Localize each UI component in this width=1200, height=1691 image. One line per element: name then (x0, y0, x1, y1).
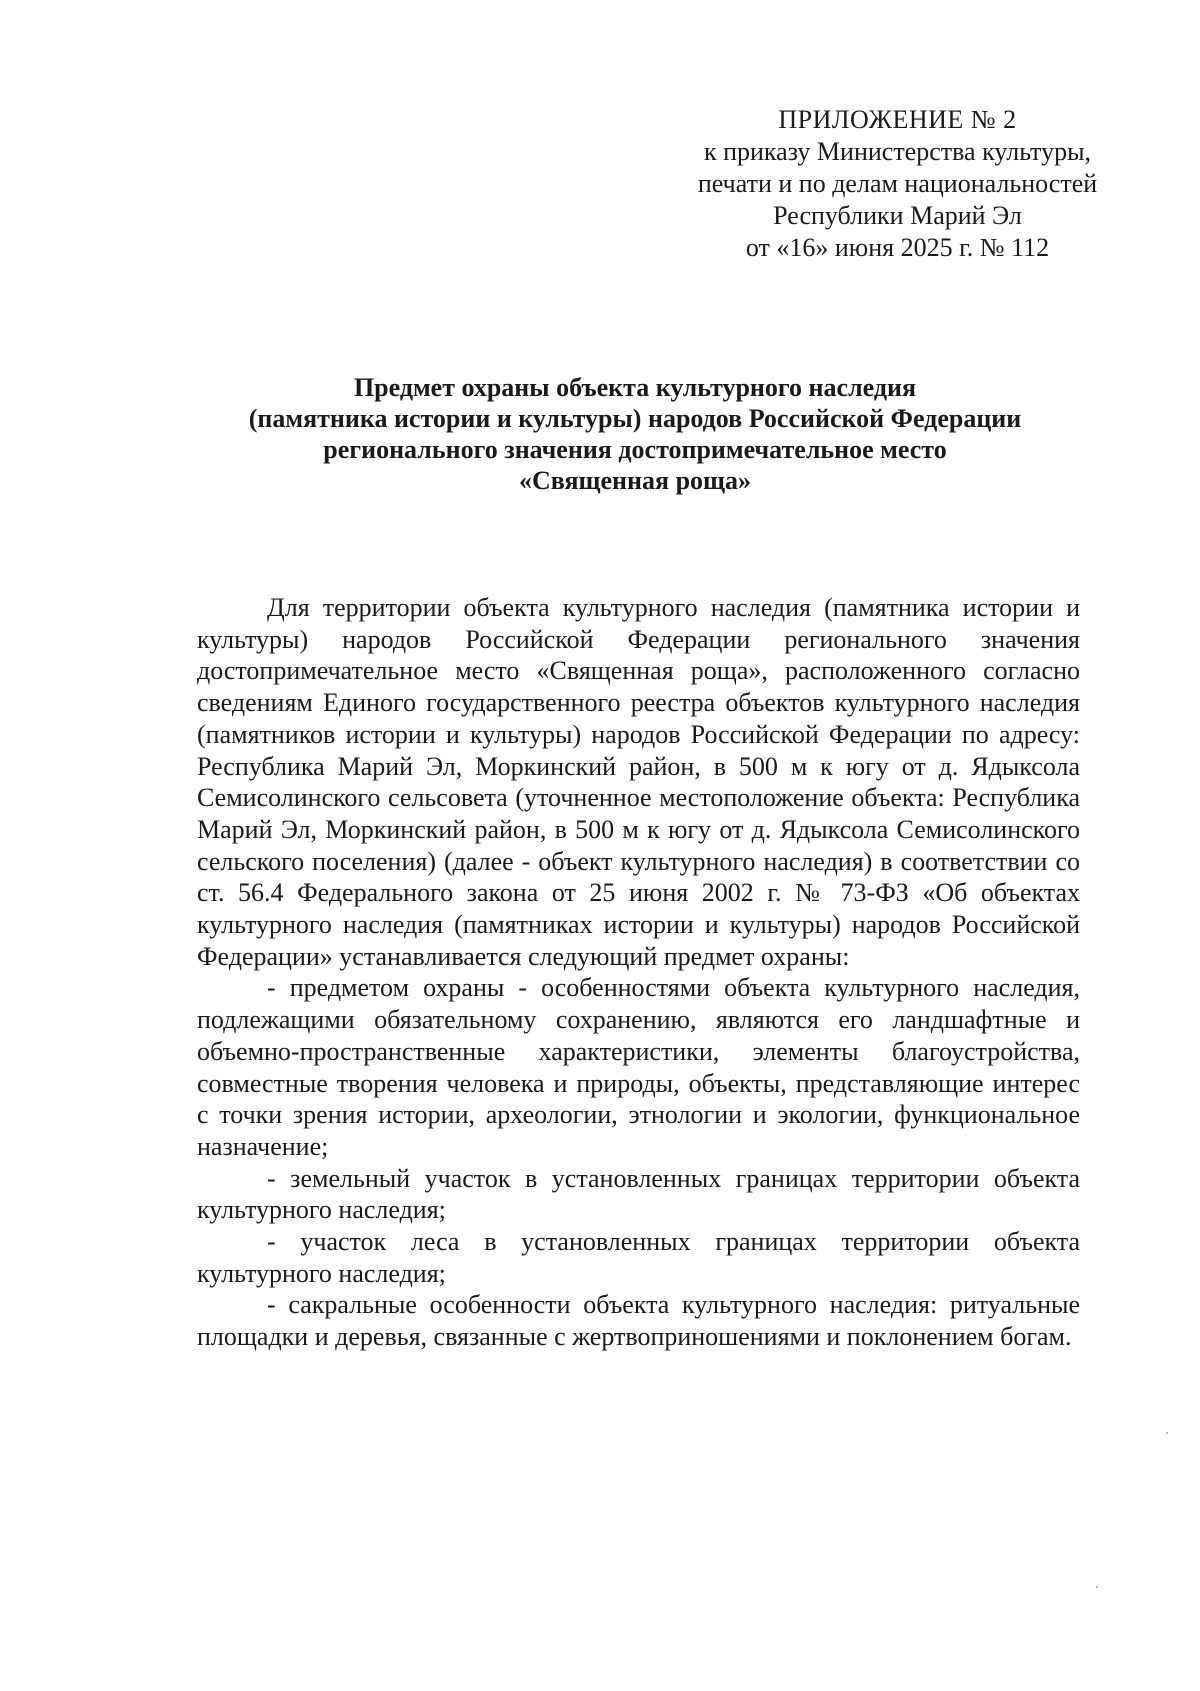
title-line: (памятника истории и культуры) народов Российской Федерации (248, 404, 1022, 433)
document-title (190, 372, 1080, 496)
annex-line: печати и по делам национальностей (697, 169, 1098, 198)
annex-date-line: от «16» июня 2025 г. № 112 (745, 233, 1050, 262)
title-line: Предмет охраны объекта культурного наследия (353, 373, 917, 402)
list-item: - земельный участок в установленных границах территории объекта культурного наследия; (197, 1163, 1080, 1225)
annex-title: ПРИЛОЖЕНИЕ № 2 (778, 105, 1017, 134)
list-item: - участок леса в установленных границах территории объекта культурного наследия; (197, 1227, 1080, 1288)
annex-line: к приказу Министерства культуры, (703, 137, 1092, 166)
document-body (197, 592, 1080, 1353)
annex-line: Республики Марий Эл (773, 201, 1022, 230)
title-line: «Священная роща» (519, 466, 751, 495)
list-item: - предметом охраны - особенностями объекта культурного наследия, подлежащими обязательному сохранению, являются его ландшафтные и объемно-пространственные характеристики, элементы благоустройства, совместные творения человека и природы, объекты, представляющие интерес с точки зрения истории, археологии, этнологии и экологии, функциональное назначение; (197, 973, 1080, 1161)
annex-header (660, 104, 1135, 264)
scan-speck (1166, 1432, 1168, 1434)
scan-speck (1096, 1586, 1098, 1588)
list-item: - сакральные особенности объекта культурного наследия: ритуальные площадки и деревья, связанные с жертвоприношениями и поклонением богам. (197, 1290, 1080, 1352)
title-line: регионального значения достопримечательное место (323, 435, 947, 464)
intro-paragraph: Для территории объекта культурного наследия (памятника истории и культуры) народов Российской Федерации регионального значения достопримечательное место «Священная роща», расположенного согласно сведениям Единого государственного реестра объектов культурного наследия (памятников истории и культуры) народов Российской Федерации по адресу: Республика Марий Эл, Моркинский район, в 500 м к югу от д. Ядыксола Семисолинского сельсовета (уточненное местоположение объекта: Республика Марий Эл, Моркинский район, в 500 м к югу от д. Ядыксола Семисолинского сельского поселения) (далее - объект культурного наследия) в соответствии со ст. 56.4 Федерального закона от 25 июня 2002 г. № 73-ФЗ «Об объектах культурного наследия (памятниках истории и культуры) народов Российской Федерации» устанавливается следующий предмет охраны: (197, 593, 1080, 971)
